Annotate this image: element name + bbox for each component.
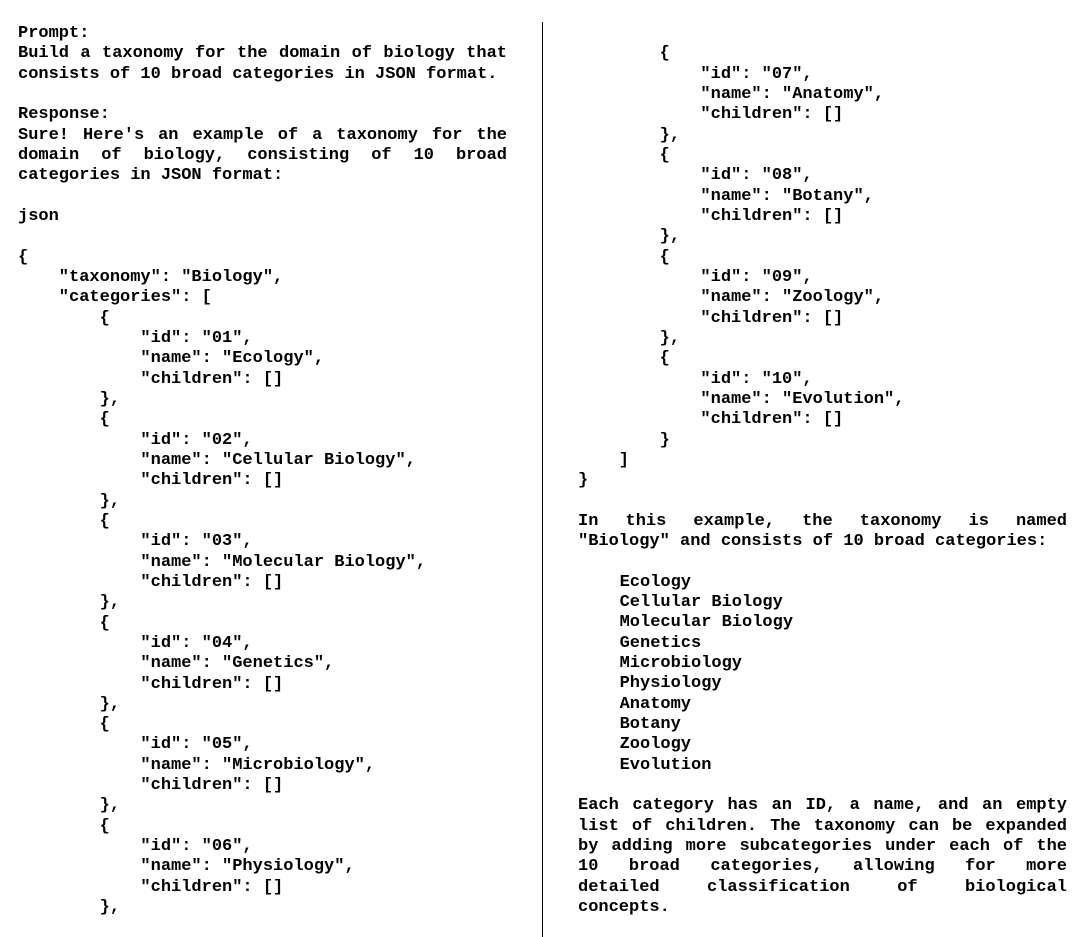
code-line: "name": "Molecular Biology", (18, 552, 427, 572)
code-line: "id": "03", (18, 532, 253, 552)
code-line: "id": "01", (18, 328, 253, 348)
code-line: "name": "Genetics", (18, 654, 335, 674)
blank-line (578, 553, 1067, 573)
right-column (578, 44, 1067, 918)
blank-line (18, 85, 507, 105)
code-line: }, (18, 593, 121, 613)
code-line: "name": "Anatomy", (578, 84, 885, 104)
code-line: "name": "Zoology", (578, 288, 885, 308)
code-line: }, (18, 898, 121, 918)
code-line: { (578, 247, 670, 267)
prompt-label: Prompt: (18, 24, 90, 43)
category-list-item: Zoology (619, 735, 692, 755)
code-line: { (18, 247, 29, 267)
code-language-label: json (18, 206, 59, 226)
code-line: ] (578, 450, 630, 470)
code-line: "children": [] (578, 206, 844, 226)
summary-text-line: In this example, the taxonomy is named (578, 511, 1067, 531)
code-line: "taxonomy": "Biology", (18, 267, 284, 287)
code-line: "categories": [ (18, 288, 212, 308)
code-line: { (18, 308, 110, 328)
category-list-item: Anatomy (619, 694, 692, 714)
closing-text-line: detailed classification of biological (578, 877, 1067, 897)
category-list-item: Microbiology (619, 654, 743, 674)
closing-text-line: by adding more subcategories under each of the (578, 837, 1067, 857)
blank-line (18, 187, 507, 207)
code-line: "children": [] (578, 308, 844, 328)
code-line: "children": [] (18, 674, 284, 694)
code-line: "children": [] (18, 369, 284, 389)
blank-line (578, 776, 1067, 796)
code-line: "children": [] (578, 105, 844, 125)
prompt-text-line: Build a taxonomy for the domain of biology that (18, 44, 507, 64)
code-line: } (578, 471, 589, 491)
closing-text-line: 10 broad categories, allowing for more (578, 857, 1067, 877)
code-line: { (18, 715, 110, 735)
code-line: "id": "04", (18, 633, 253, 653)
response-text-line: domain of biology, consisting of 10 broad (18, 145, 507, 165)
response-label: Response: (18, 105, 110, 125)
blank-line (18, 227, 507, 247)
code-line: "id": "02", (18, 430, 253, 450)
category-list-item: Evolution (619, 755, 712, 775)
category-list-item: Physiology (619, 674, 722, 694)
code-line: } (578, 430, 670, 450)
left-column (18, 24, 507, 918)
code-line: "name": "Ecology", (18, 349, 325, 369)
prompt-text-line: consists of 10 broad categories in JSON format. (18, 64, 498, 84)
code-line: "id": "05", (18, 735, 253, 755)
code-line: }, (18, 694, 121, 714)
category-list-item: Molecular Biology (619, 613, 794, 633)
code-line: "name": "Botany", (578, 186, 874, 206)
code-line: }, (578, 125, 681, 145)
category-list-item: Genetics (619, 633, 702, 653)
code-line: "children": [] (18, 471, 284, 491)
code-line: { (18, 816, 110, 836)
column-divider (542, 22, 543, 937)
code-line: { (578, 145, 670, 165)
response-text-line: Sure! Here's an example of a taxonomy for the (18, 125, 507, 145)
code-line: }, (18, 491, 121, 511)
code-line: "name": "Evolution", (578, 389, 905, 409)
code-line: { (578, 349, 670, 369)
category-list-item: Cellular Biology (619, 593, 783, 613)
code-line: { (18, 613, 110, 633)
code-line: { (18, 410, 110, 430)
closing-text-line: Each category has an ID, a name, and an empty (578, 796, 1067, 816)
code-line: }, (578, 227, 681, 247)
code-line: "id": "10", (578, 369, 813, 389)
code-line: "children": [] (18, 877, 284, 897)
category-list-item: Ecology (619, 572, 692, 592)
code-line: }, (18, 796, 121, 816)
code-line: "id": "09", (578, 267, 813, 287)
code-line: }, (578, 328, 681, 348)
response-text-line: categories in JSON format: (18, 166, 284, 186)
blank-line (578, 492, 1067, 512)
code-line: "id": "06", (18, 837, 253, 857)
code-line: "children": [] (578, 410, 844, 430)
code-line: "children": [] (18, 776, 284, 796)
code-line: "name": "Cellular Biology", (18, 450, 416, 470)
code-line: "children": [] (18, 572, 284, 592)
closing-text-line: list of children. The taxonomy can be expanded (578, 816, 1067, 836)
code-line: "name": "Microbiology", (18, 755, 376, 775)
code-line: "id": "07", (578, 64, 813, 84)
code-line: { (578, 44, 670, 64)
category-list-item: Botany (619, 715, 681, 735)
code-line: { (18, 511, 110, 531)
code-line: "name": "Physiology", (18, 857, 355, 877)
code-line: "id": "08", (578, 166, 813, 186)
closing-text-line: concepts. (578, 898, 670, 918)
code-line: }, (18, 389, 121, 409)
summary-text-line: "Biology" and consists of 10 broad categories: (578, 532, 1048, 552)
